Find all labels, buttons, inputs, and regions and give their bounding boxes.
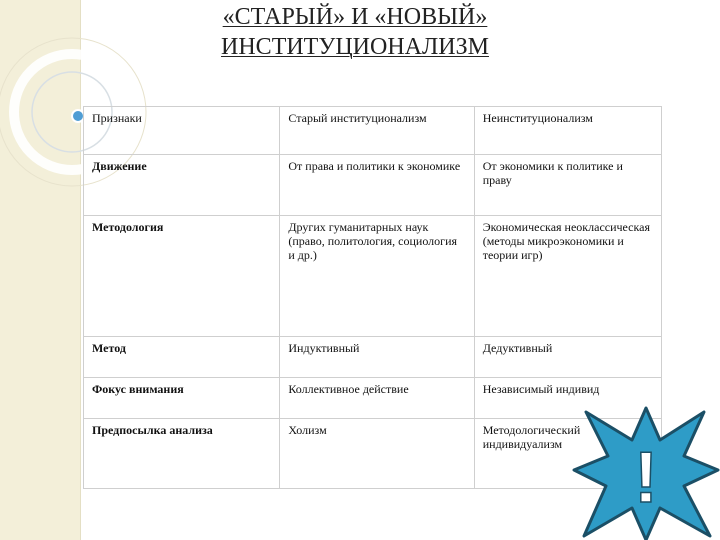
slide-title — [120, 2, 590, 62]
row-label: Предпосылка анализа — [84, 419, 280, 489]
table-cell: Дедуктивный — [474, 337, 661, 378]
header-cell: Признаки — [84, 107, 280, 155]
table-row — [84, 155, 662, 216]
row-label: Фокус внимания — [84, 378, 280, 419]
table-cell: Холизм — [280, 419, 474, 489]
title-line-1: «СТАРЫЙ» И «НОВЫЙ» — [222, 4, 488, 30]
row-label: Метод — [84, 337, 280, 378]
row-label: Движение — [84, 155, 280, 216]
exclamation-starburst-icon — [572, 404, 720, 540]
table-cell: Коллективное действие — [280, 378, 474, 419]
header-cell: Неинституционализм — [474, 107, 661, 155]
header-cell: Старый институционализм — [280, 107, 474, 155]
table-cell: Экономическая неоклассическая (методы микроэкономики и теории игр) — [474, 216, 661, 337]
table-cell: Методологический индивидуализм — [474, 419, 661, 489]
table-row — [84, 337, 662, 378]
table-cell: От права и политики к экономике — [280, 155, 474, 216]
table-cell: Независимый индивид — [474, 378, 661, 419]
title-line-2: ИНСТИТУЦИОНАЛИЗМ — [221, 34, 489, 60]
row-label: Методология — [84, 216, 280, 337]
table-cell: Индуктивный — [280, 337, 474, 378]
exclamation-mark: ! — [634, 438, 658, 518]
slide-sidebar — [0, 0, 81, 540]
table-cell: От экономики к политике и праву — [474, 155, 661, 216]
table-cell: Других гуманитарных наук (право, политология, социология и др.) — [280, 216, 474, 337]
table-header-row — [84, 107, 662, 155]
table-row — [84, 216, 662, 337]
